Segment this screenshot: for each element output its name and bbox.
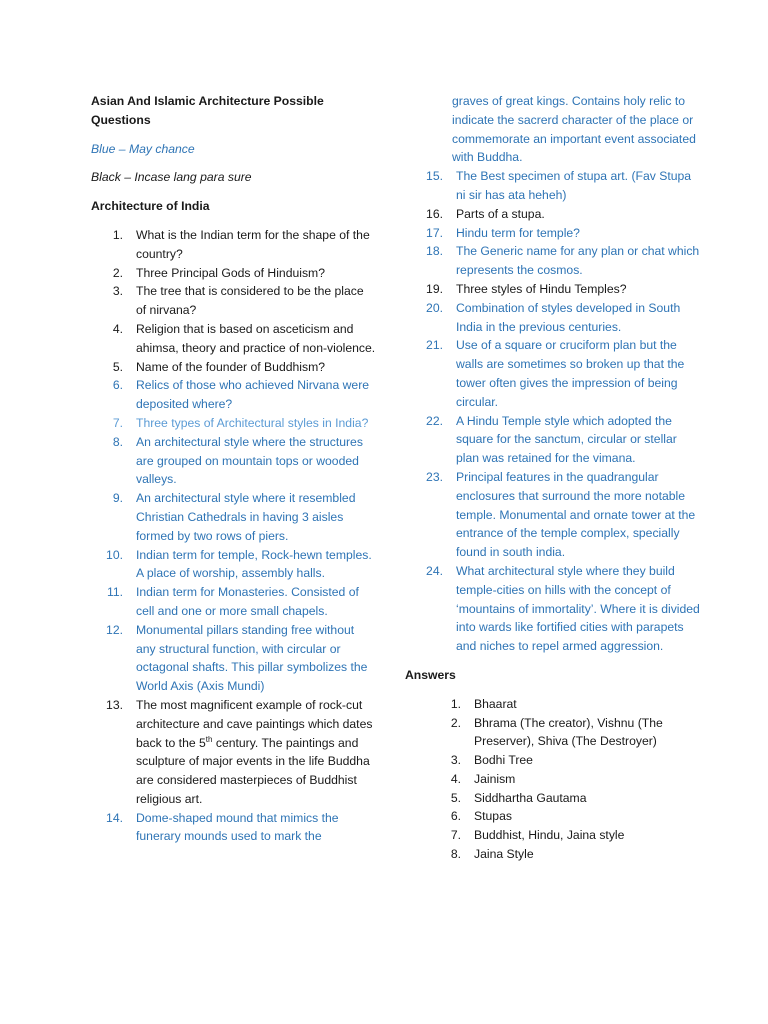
q14-continuation: graves of great kings. Contains holy relic to indicate the sacrerd character of the place or commemorate an important event associated with Buddha. bbox=[452, 94, 696, 165]
item-number: 17. bbox=[426, 225, 443, 240]
item-text: Name of the founder of Buddhism? bbox=[136, 359, 326, 374]
item-number: 12. bbox=[106, 622, 123, 637]
item-number: 6. bbox=[112, 378, 123, 393]
list-item bbox=[411, 299, 701, 337]
item-number: 14. bbox=[106, 810, 123, 825]
item-text: Religion that is based on asceticism and ahimsa, theory and practice of non-violence. bbox=[136, 321, 376, 355]
list-item bbox=[91, 376, 376, 414]
list-item bbox=[91, 264, 376, 283]
item-number: 4. bbox=[112, 321, 123, 336]
list-item bbox=[91, 226, 376, 264]
answer-item bbox=[411, 770, 701, 789]
superscript: th bbox=[205, 734, 213, 744]
item-text: What is the Indian term for the shape of the country? bbox=[136, 227, 370, 261]
answer-text: Bodhi Tree bbox=[474, 753, 533, 768]
item-number: 15. bbox=[426, 169, 443, 184]
answer-text: Jaina Style bbox=[474, 847, 534, 862]
answer-item bbox=[411, 714, 701, 752]
item-number: 21. bbox=[426, 338, 443, 353]
list-item bbox=[91, 282, 376, 320]
answer-number: 7. bbox=[450, 828, 461, 843]
item-text: A Hindu Temple style which adopted the square for the sanctum, circular or stellar plan was retained for the vimana. bbox=[456, 413, 677, 466]
list-item bbox=[411, 412, 701, 468]
item-text: Combination of styles developed in South India in the previous centuries. bbox=[456, 300, 681, 334]
answers-heading: Answers bbox=[405, 667, 456, 682]
item-text: Three Principal Gods of Hinduism? bbox=[136, 265, 325, 280]
item-number: 18. bbox=[426, 244, 443, 259]
answer-number: 8. bbox=[450, 847, 461, 862]
answer-number: 2. bbox=[450, 715, 461, 730]
item-text: Monumental pillars standing free without any structural function, with circular or octagonal shafts. This pillar symbolizes the World Axis (Axis Mundi) bbox=[136, 622, 368, 694]
answers-list bbox=[411, 695, 701, 864]
item-number: 22. bbox=[426, 413, 443, 428]
list-item bbox=[411, 167, 701, 205]
list-item bbox=[91, 433, 376, 489]
item-text-part: The most magnificent example of rock-cut architecture and cave paintings which dates back to the 5 bbox=[136, 697, 373, 750]
list-item bbox=[91, 414, 376, 433]
item-text bbox=[136, 698, 372, 806]
answer-number: 5. bbox=[450, 790, 461, 805]
item-number: 7. bbox=[112, 415, 123, 430]
item-number: 13. bbox=[106, 697, 123, 712]
list-item bbox=[91, 489, 376, 545]
item-number: 2. bbox=[112, 265, 123, 280]
answer-item bbox=[411, 695, 701, 714]
item-text: The tree that is considered to be the place of nirvana? bbox=[136, 284, 364, 318]
item-text: Three styles of Hindu Temples? bbox=[456, 281, 627, 296]
list-item bbox=[411, 468, 701, 562]
left-column bbox=[91, 92, 376, 846]
item-number: 10. bbox=[106, 547, 123, 562]
answer-text: Stupas bbox=[474, 809, 512, 824]
item-text: An architectural style where it resembled Christian Cathedrals in having 3 aisles formed by two rows of piers. bbox=[136, 491, 356, 543]
list-item bbox=[91, 546, 376, 584]
section-heading: Architecture of India bbox=[91, 199, 210, 214]
item-text: Hindu term for temple? bbox=[456, 225, 580, 240]
list-item bbox=[411, 336, 701, 411]
item-number: 3. bbox=[112, 284, 123, 299]
item-number: 1. bbox=[112, 227, 123, 242]
list-item bbox=[411, 562, 701, 656]
answer-number: 3. bbox=[450, 753, 461, 768]
item-number: 20. bbox=[426, 300, 443, 315]
list-item bbox=[91, 809, 376, 847]
answer-number: 6. bbox=[450, 809, 461, 824]
answer-text: Jainism bbox=[474, 771, 516, 786]
answer-number: 1. bbox=[450, 696, 461, 711]
list-item bbox=[91, 320, 376, 358]
legend-blue: Blue – May chance bbox=[91, 141, 195, 156]
list-item bbox=[91, 621, 376, 696]
item-number: 16. bbox=[426, 206, 443, 221]
list-item bbox=[91, 583, 376, 621]
item-text: Three types of Architectural styles in India? bbox=[136, 415, 369, 430]
list-item bbox=[411, 280, 701, 299]
answer-text: Buddhist, Hindu, Jaina style bbox=[474, 828, 625, 843]
item-text: Indian term for Monasteries. Consisted of cell and one or more small chapels. bbox=[136, 585, 359, 618]
answer-number: 4. bbox=[450, 771, 461, 786]
answer-text: Bhaarat bbox=[474, 696, 517, 711]
item-text-part: century. The paintings and sculpture of major events in the life Buddha are considered masterpieces of Buddhist religious art. bbox=[136, 735, 370, 806]
answer-text: Siddhartha Gautama bbox=[474, 790, 587, 805]
list-item bbox=[411, 224, 701, 243]
questions-list-right bbox=[411, 167, 701, 656]
item-text: The Generic name for any plan or chat which represents the cosmos. bbox=[456, 244, 700, 278]
item-text: Dome-shaped mound that mimics the funerary mounds used to mark the bbox=[136, 810, 339, 844]
item-text: Relics of those who achieved Nirvana were deposited where? bbox=[136, 378, 370, 412]
answer-item bbox=[411, 845, 701, 864]
list-item bbox=[91, 358, 376, 377]
item-text: An architectural style where the structures are grouped on mountain tops or wooded valleys. bbox=[136, 434, 363, 487]
answer-item bbox=[411, 826, 701, 845]
item-text: Parts of a stupa. bbox=[456, 206, 545, 221]
item-number: 19. bbox=[426, 281, 443, 296]
document-title: Asian And Islamic Architecture Possible Questions bbox=[91, 94, 324, 127]
item-number: 9. bbox=[112, 491, 123, 506]
right-column bbox=[405, 92, 701, 864]
answer-item bbox=[411, 751, 701, 770]
item-number: 23. bbox=[426, 469, 443, 484]
item-text: Principal features in the quadrangular enclosures that surround the more notable temple. Monumental and ornate tower at the entrance of the temple complex, specially found in south india. bbox=[456, 469, 696, 560]
item-number: 5. bbox=[112, 359, 123, 374]
item-text: What architectural style where they build temple-cities on hills with the concept of ‘mountains of immortality’. Where it is divided into wards like fortified cities with parapets and niches to repel armed aggression. bbox=[456, 563, 700, 654]
answer-text: Bhrama (The creator), Vishnu (The Preserver), Shiva (The Destroyer) bbox=[474, 715, 663, 749]
list-item bbox=[91, 696, 376, 809]
list-item bbox=[411, 242, 701, 280]
answer-item bbox=[411, 789, 701, 808]
item-text: The Best specimen of stupa art. (Fav Stupa ni sir has ata heheh) bbox=[456, 169, 692, 202]
item-text: Indian term for temple, Rock-hewn temples. A place of worship, assembly halls. bbox=[136, 547, 372, 581]
list-item bbox=[411, 205, 701, 224]
item-text: Use of a square or cruciform plan but the walls are sometimes so broken up that the tower often gives the impression of being circular. bbox=[456, 338, 685, 409]
item-number: 24. bbox=[426, 563, 443, 578]
answer-item bbox=[411, 807, 701, 826]
questions-list-left bbox=[91, 226, 376, 846]
item-number: 8. bbox=[112, 434, 123, 449]
legend-black: Black – Incase lang para sure bbox=[91, 170, 252, 185]
item-number: 11. bbox=[106, 585, 123, 600]
